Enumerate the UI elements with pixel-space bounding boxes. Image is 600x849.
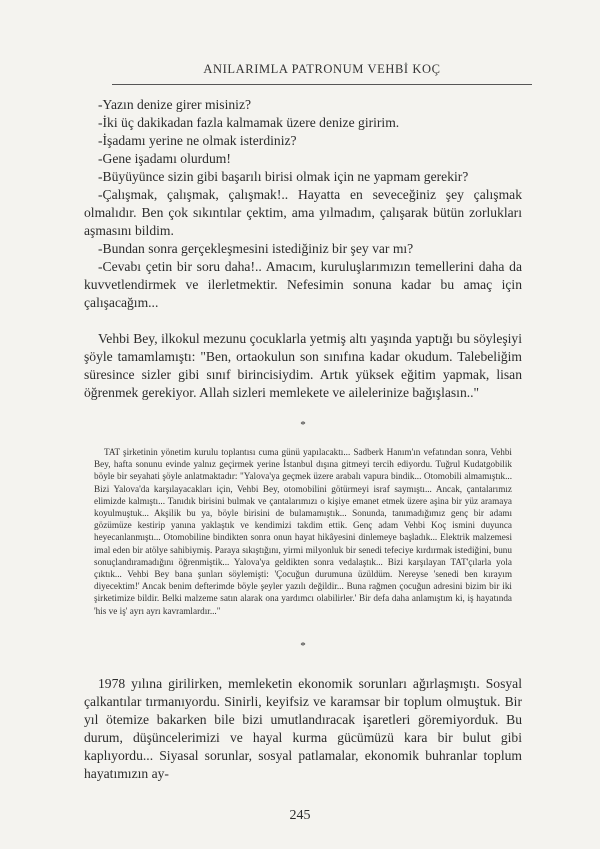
interview-line: -İki üç dakikadan fazla kalmamak üzere denize giririm.: [98, 115, 400, 130]
interview-line: -Bundan sonra gerçekleşmesini istediğiniz bir şey var mı?: [98, 241, 414, 256]
interview-line: -Büyüyünce sizin gibi başarılı birisi olmak için ne yapmam gerekir?: [98, 169, 469, 184]
interview-line: -Yazın denize girer misiniz?: [98, 97, 252, 112]
interview-line: -Gene işadamı olurdum!: [98, 151, 231, 166]
header-rule: [112, 84, 532, 85]
section-separator: *: [300, 419, 306, 431]
section-separator: *: [300, 639, 306, 652]
interview-line: -Cevabı çetin bir soru daha!.. Amacım, kuruluşlarımızın temellerini daha da kuvvetlendirmek ve ilerletmektir. Nefesimin sonuna kadar bu amaç için çalışacağım...: [84, 259, 522, 310]
closing-paragraph: Vehbi Bey, ilkokul mezunu çocuklarla yetmiş altı yaşında yaptığı bu söyleşiyi şöyle tamamlamıştı: "Ben, ortaokulun son sınıfına kadar okudum. Talebeliğim süresince sizler gibi sınıf birincisiydim. Artık yüksek eğitim yapmak, lisan öğrenmek gerekiyor. Allah sizleri memlekete ve ailelerinize bağışlasın..": [84, 331, 522, 400]
anecdote-paragraph: TAT şirketinin yönetim kurulu toplantısı cuma günü yapılacaktı... Sadberk Hanım'ın vefatından sonra, Vehbi Bey, hafta sonunu evinde yalnız geçirmek yerine İstanbul dışına gitmeyi tercih ediyordu. Tuğrul Kudatgobilik böyle bir seyahati şöyle anlatmaktadır: "Yalova'ya geçmek üzere arabalı vapura bindik... Otomobili almamıştık... Bizi Yalova'da karşılayacakları için, Vehbi Bey, otomobilini götürmeyi israf saymıştı... Ancak, çantalarımız elimizde kalmıştı... Tanıdık birisini bulmak ve çantalarımızı o kişiye emanet etmek üzere aşina bir yüz aramaya koyulmuştuk... Akşilik bu ya, böyle birisini de bulamamıştık... Sonunda, tanımadığımız genç bir adamı gözümüze kestirip yanına yaklaştık ve kendimizi takdim ettik. Genç adam Vehbi Koç ismini duyunca heyecanlanmıştı... Otomobiline bindikten sonra onun hayat hikâyesini dinlemeye başladık... Elektrik malzemesi imal eden bir atölye sahibiymiş. Paraya sıkıştığını, yirmi milyonluk bir senedi tefeciye kırdırmak istediğini, bunu sonuçlandıramadığını öğrenmiştik... Yalova'ya geldikten sonra vedalaştık... Bizi karşılayan TAT'çılarla yola çıktık... Vehbi Bey bana şunları söylemişti: 'Çocuğun durumuna üzüldüm. Nereyse 'senedi ben kırayım diyecektim!' Ancak benim defterimde böyle şeyler yazılı değildir... Buna rağmen çocuğun adresini bizim bir iki şirketimize bildir. Belki malzeme satın alarak ona yardımcı olabilirler.' Bir defa daha anlamıştım ki, iş hayatında 'his ve iş' ayrı ayrı kavramlardır...": [94, 447, 512, 616]
page-number: 245: [289, 808, 311, 823]
running-header: ANILARIMLA PATRONUM VEHBİ KOÇ: [203, 62, 441, 76]
interview-line: -İşadamı yerine ne olmak isterdiniz?: [98, 133, 297, 148]
page-body: [84, 96, 522, 783]
interview-line: -Çalışmak, çalışmak, çalışmak!.. Hayatta en seveceğiniz şey çalışmak olmalıdır. Ben çok sıkıntılar çektim, ama yılmadım, çalışarak bütün zorlukları aşmasını bildim.: [84, 187, 522, 238]
final-paragraph: 1978 yılına girilirken, memleketin ekonomik sorunları ağırlaşmıştı. Sosyal çalkantılar tırmanıyordu. Sinirli, keyifsiz ve karamsar bir toplum olmuştuk. Bir yıl ötemize bakarken bile bizi umutlandıracak işaretleri göremiyorduk. Bu durum, düşüncelerimizi ve hayal kurma gücümüzü kara bir bulut gibi kaplıyordu... Siyasal sorunlar, sosyal patlamalar, ekonomik buhranlar toplum hayatımızın ay-: [84, 675, 522, 781]
